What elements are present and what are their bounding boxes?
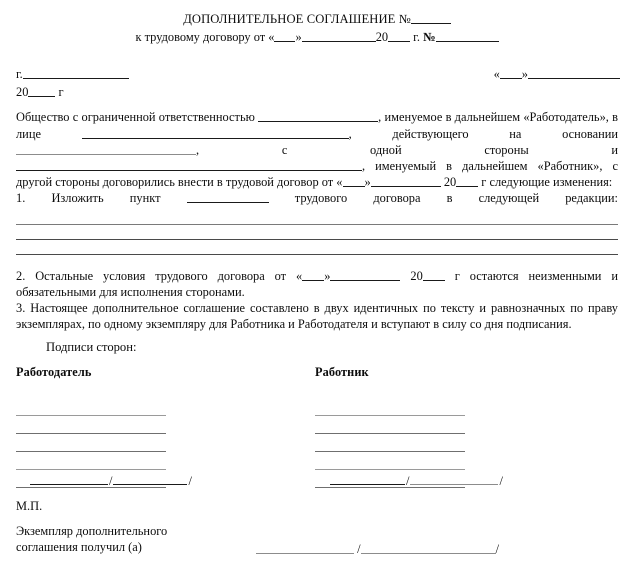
employer-column xyxy=(16,365,166,488)
contract-day-blank[interactable] xyxy=(274,30,295,42)
slash-separator: / xyxy=(188,473,192,488)
quote-close: » xyxy=(295,30,302,45)
clause-2 xyxy=(14,268,620,300)
contract-number-symbol: № xyxy=(423,30,436,45)
city-date-row xyxy=(14,66,620,98)
signature-line[interactable] xyxy=(315,416,465,434)
slash-separator: / xyxy=(499,473,503,488)
quote-open: « xyxy=(268,30,275,45)
signatures-intro: Подписи сторон: xyxy=(46,340,137,355)
contract-date-day-blank[interactable] xyxy=(343,174,365,186)
year-prefix: 20 xyxy=(443,174,457,189)
year-suffix: г. xyxy=(410,30,424,45)
employer-name-blank[interactable] xyxy=(113,473,187,485)
signature-slash-row xyxy=(14,473,620,497)
parties-text-4: , с одной стороны и xyxy=(196,142,618,157)
city-block xyxy=(16,66,129,99)
clause-1-word-f: следующей xyxy=(478,190,540,205)
signature-line[interactable] xyxy=(16,452,166,470)
signature-columns xyxy=(14,365,620,473)
employee-name-blank[interactable] xyxy=(410,473,498,485)
receipt-line-2: соглашения получил (а) xyxy=(16,540,142,555)
document-year-line xyxy=(16,84,129,100)
month-blank[interactable] xyxy=(528,67,620,79)
clause-1 xyxy=(14,190,620,206)
slash-separator: / xyxy=(406,473,410,488)
clause-1-word-b: пункт xyxy=(129,190,161,205)
city-name-blank[interactable] xyxy=(23,67,129,79)
slash-separator: / xyxy=(495,541,500,556)
clause-number-blank[interactable] xyxy=(187,190,269,202)
city-label: г. xyxy=(16,67,23,82)
year-prefix: 20 xyxy=(375,30,389,45)
receipt-text xyxy=(16,523,167,556)
contract-year-blank[interactable] xyxy=(388,30,410,42)
contract-number-blank[interactable] xyxy=(436,30,499,42)
basis-blank[interactable] xyxy=(16,142,196,154)
parties-text-2: , именуемое в дальнейшем «Работодатель», в лице xyxy=(16,110,618,141)
contract-month-blank[interactable] xyxy=(302,30,376,42)
receipt-name-blank[interactable] xyxy=(361,541,496,553)
clause-2-text-2: г остаются неизменными и обязательными для исполнения сторонами. xyxy=(16,268,618,299)
document-subtitle xyxy=(14,29,620,45)
quote-close: » xyxy=(324,268,331,283)
stamp-label: М.П. xyxy=(16,498,43,513)
clause-1-word-e: в xyxy=(446,190,453,205)
employee-column xyxy=(315,365,465,488)
employer-signature-group xyxy=(30,473,193,489)
signature-line[interactable] xyxy=(16,398,166,416)
parties-text-3: , действующего на основании xyxy=(348,126,619,141)
employee-signature-blank[interactable] xyxy=(330,473,405,485)
contract-date-month-blank[interactable] xyxy=(371,174,441,186)
number-symbol: № xyxy=(398,12,411,26)
employer-heading: Работодатель xyxy=(16,364,92,379)
parties-text-6: г следующие изменения: xyxy=(478,174,613,189)
signature-line[interactable] xyxy=(315,434,465,452)
signature-line[interactable] xyxy=(16,416,166,434)
receipt-block xyxy=(14,523,620,563)
quote-open: « xyxy=(336,174,343,189)
year-prefix: 20 xyxy=(410,268,423,283)
employer-signature-blank[interactable] xyxy=(30,473,108,485)
quote-open: « xyxy=(296,268,303,283)
agreement-number-blank[interactable] xyxy=(411,11,451,24)
writing-line[interactable] xyxy=(16,210,618,225)
city-line xyxy=(16,66,129,82)
signature-line[interactable] xyxy=(315,398,465,416)
clause-3: 3. Настоящее дополнительное соглашение составлено в двух идентичных по тексту и равнозначных по праву экземплярах, по одному экземпляру для Работника и Работодателя и вступают в силу со дня подписания. xyxy=(16,301,618,332)
writing-line[interactable] xyxy=(16,225,618,240)
employee-signature-group xyxy=(330,473,504,489)
quote-close: » xyxy=(521,67,528,82)
signature-line[interactable] xyxy=(315,452,465,470)
clause-1-word-g: редакции: xyxy=(565,190,618,205)
subtitle-text: к трудовому договору от xyxy=(135,30,269,45)
clause-2-month-blank[interactable] xyxy=(330,269,400,281)
clause-2-text-1: 2. Остальные условия трудового договора от xyxy=(16,268,297,283)
representative-blank[interactable] xyxy=(82,126,349,138)
clause-1-word-a: Изложить xyxy=(51,190,104,205)
employee-heading: Работник xyxy=(315,364,369,379)
receipt-line-1: Экземпляр дополнительного xyxy=(16,523,168,538)
parties-paragraph xyxy=(14,109,620,189)
parties-text-5: , именуемый в дальнейшем «Работник», с другой стороны договорились внести в трудовой договор от xyxy=(16,158,618,189)
contract-date-year-blank[interactable] xyxy=(456,174,478,186)
clause-1-number: 1. xyxy=(16,190,26,205)
date-block xyxy=(494,66,620,82)
employee-name-blank[interactable] xyxy=(16,158,362,170)
quote-close: » xyxy=(364,174,371,189)
slash-separator: / xyxy=(357,541,361,556)
clause-2-year-blank[interactable] xyxy=(423,269,445,281)
day-blank[interactable] xyxy=(500,67,522,79)
page-title xyxy=(14,11,620,27)
slash-separator: / xyxy=(109,473,113,488)
year-suffix: г xyxy=(58,84,64,99)
quote-open: « xyxy=(493,67,500,82)
signature-line[interactable] xyxy=(16,434,166,452)
year-prefix: 20 xyxy=(16,84,29,99)
title-text: ДОПОЛНИТЕЛЬНОЕ СОГЛАШЕНИЕ xyxy=(183,12,399,26)
receipt-signature-blank[interactable] xyxy=(256,541,354,553)
document-title-block xyxy=(14,0,620,45)
clause-1-word-d: договора xyxy=(373,190,421,205)
writing-line[interactable] xyxy=(16,240,618,255)
receipt-fields xyxy=(256,541,499,557)
clause-1-writing-area xyxy=(16,210,618,255)
clause-1-word-c: трудового xyxy=(294,190,348,205)
clause-2-day-blank[interactable] xyxy=(302,269,324,281)
document-year-blank[interactable] xyxy=(28,84,55,96)
company-name-blank[interactable] xyxy=(258,110,378,122)
parties-text-1: Общество с ограниченной ответственностью xyxy=(16,110,259,125)
